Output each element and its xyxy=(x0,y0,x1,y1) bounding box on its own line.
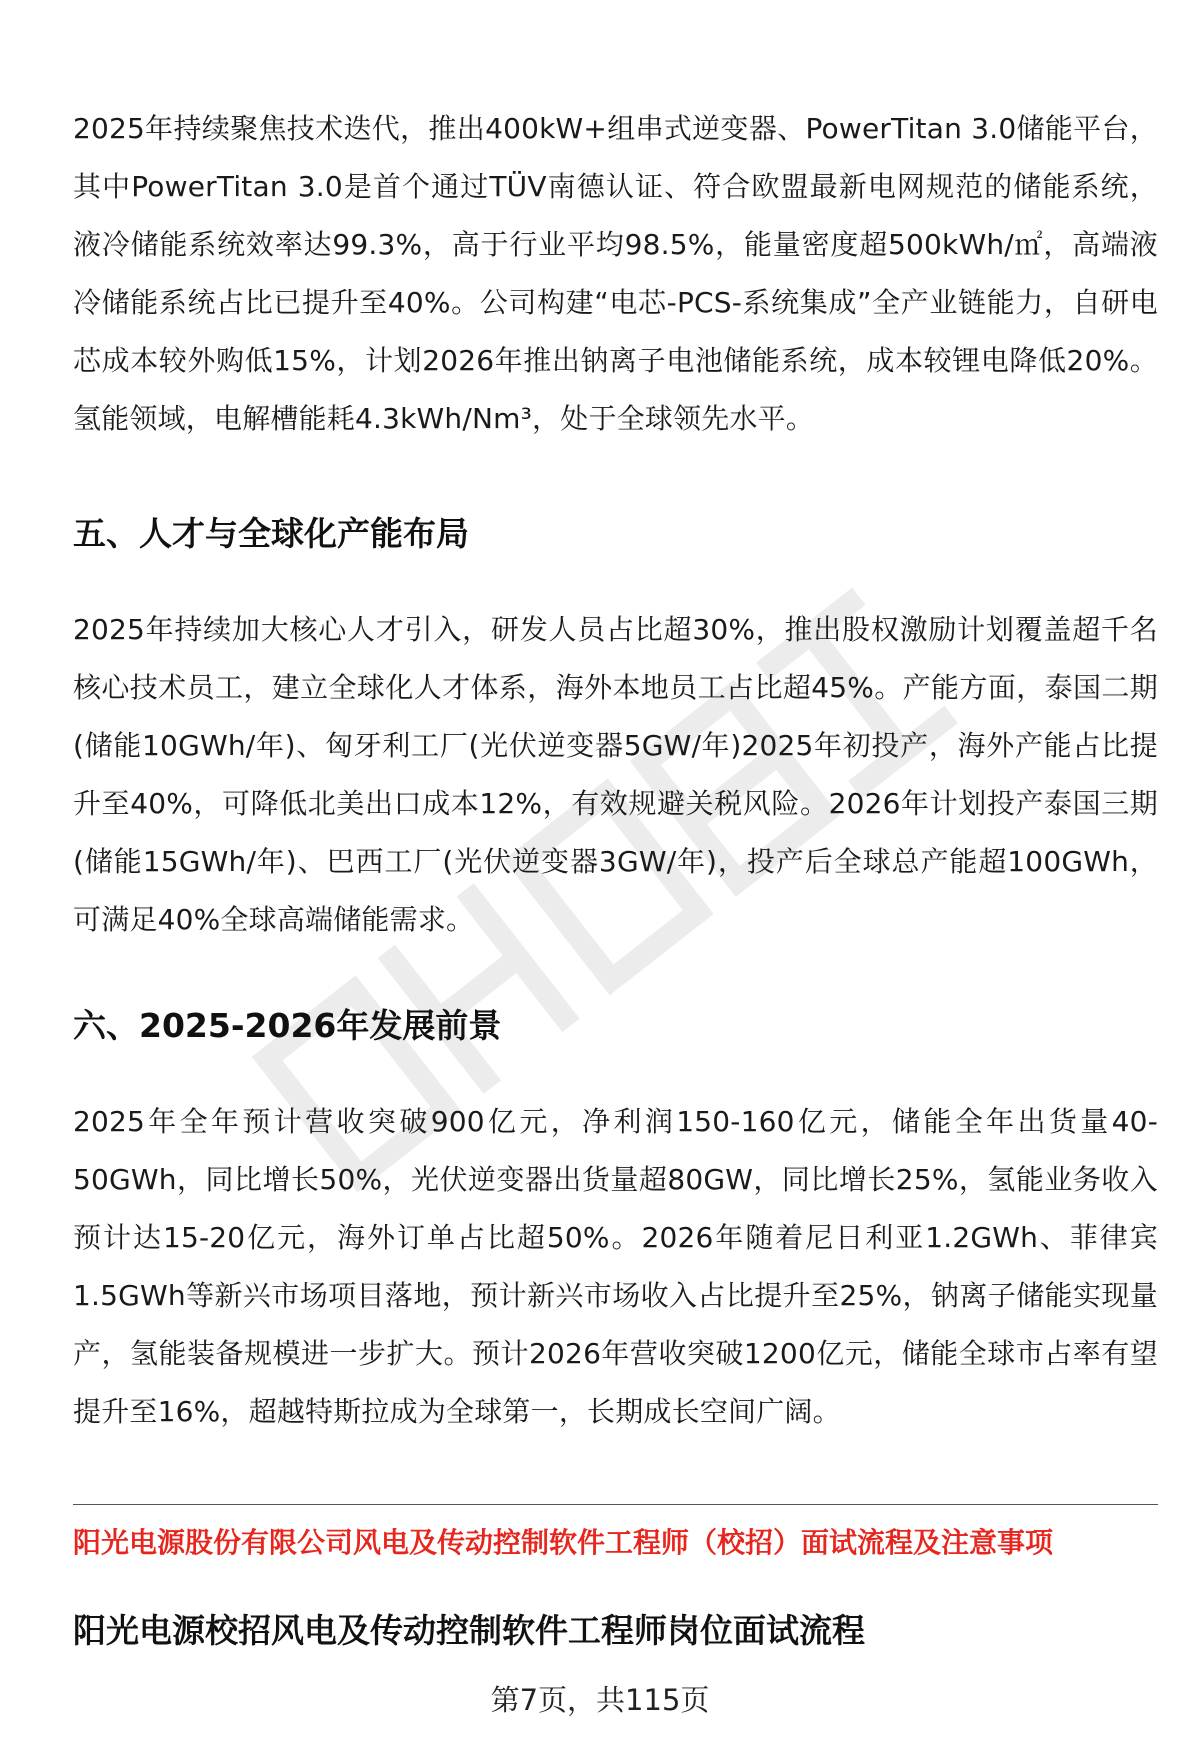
page-number: 第7页，共115页 xyxy=(490,1683,710,1717)
section-6-heading: 六、2025-2026年发展前景 xyxy=(73,1006,502,1045)
section-5-heading: 五、人才与全球化产能布局 xyxy=(73,514,469,553)
footer-divider xyxy=(73,1504,1158,1505)
red-title: 阳光电源股份有限公司风电及传动控制软件工程师（校招）面试流程及注意事项 xyxy=(73,1526,1054,1559)
section-5-paragraph: 2025年持续加大核心人才引入，研发人员占比超30%，推出股权激励计划覆盖超千名核心技术员工，建立全球化人才体系，海外本地员工占比超45%。产能方面，泰国二期(储能10GWh/年)、匈牙利工厂(光伏逆变器5GW/年)2025年初投产，海外产能占比提升至40%，可降低北美出口成本12%，有效规避关税风险。2026年计划投产泰国三期(储能15GWh/年)、巴西工厂(光伏逆变器3GW/年)，投产后全球总产能超100GWh，可满足40%全球高端储能需求。 xyxy=(73,613,1158,936)
interview-process-title: 阳光电源校招风电及传动控制软件工程师岗位面试流程 xyxy=(73,1611,865,1650)
section-6-paragraph: 2025年全年预计营收突破900亿元，净利润150-160亿元，储能全年出货量40-50GWh，同比增长50%，光伏逆变器出货量超80GW，同比增长25%，氢能业务收入预计达15-20亿元，海外订单占比超50%。2026年随着尼日利亚1.2GWh、菲律宾1.5GWh等新兴市场项目落地，预计新兴市场收入占比提升至25%，钠离子储能实现量产，氢能装备规模进一步扩大。预计2026年营收突破1200亿元，储能全球市占率有望提升至16%，超越特斯拉成为全球第一，长期成长空间广阔。 xyxy=(73,1105,1158,1428)
intro-paragraph: 2025年持续聚焦技术迭代，推出400kW+组串式逆变器、PowerTitan 3.0储能平台，其中PowerTitan 3.0是首个通过TÜV南德认证、符合欧盟最新电网规范的储能系统，液冷储能系统效率达99.3%，高于行业平均98.5%，能量密度超500kWh/㎡，高端液冷储能系统占比已提升至40%。公司构建“电芯-PCS-系统集成”全产业链能力，自研电芯成本较外购低15%，计划2026年推出钠离子电池储能系统，成本较锂电降低20%。氢能领域，电解槽能耗4.3kWh/Nm³，处于全球领先水平。 xyxy=(73,112,1158,435)
